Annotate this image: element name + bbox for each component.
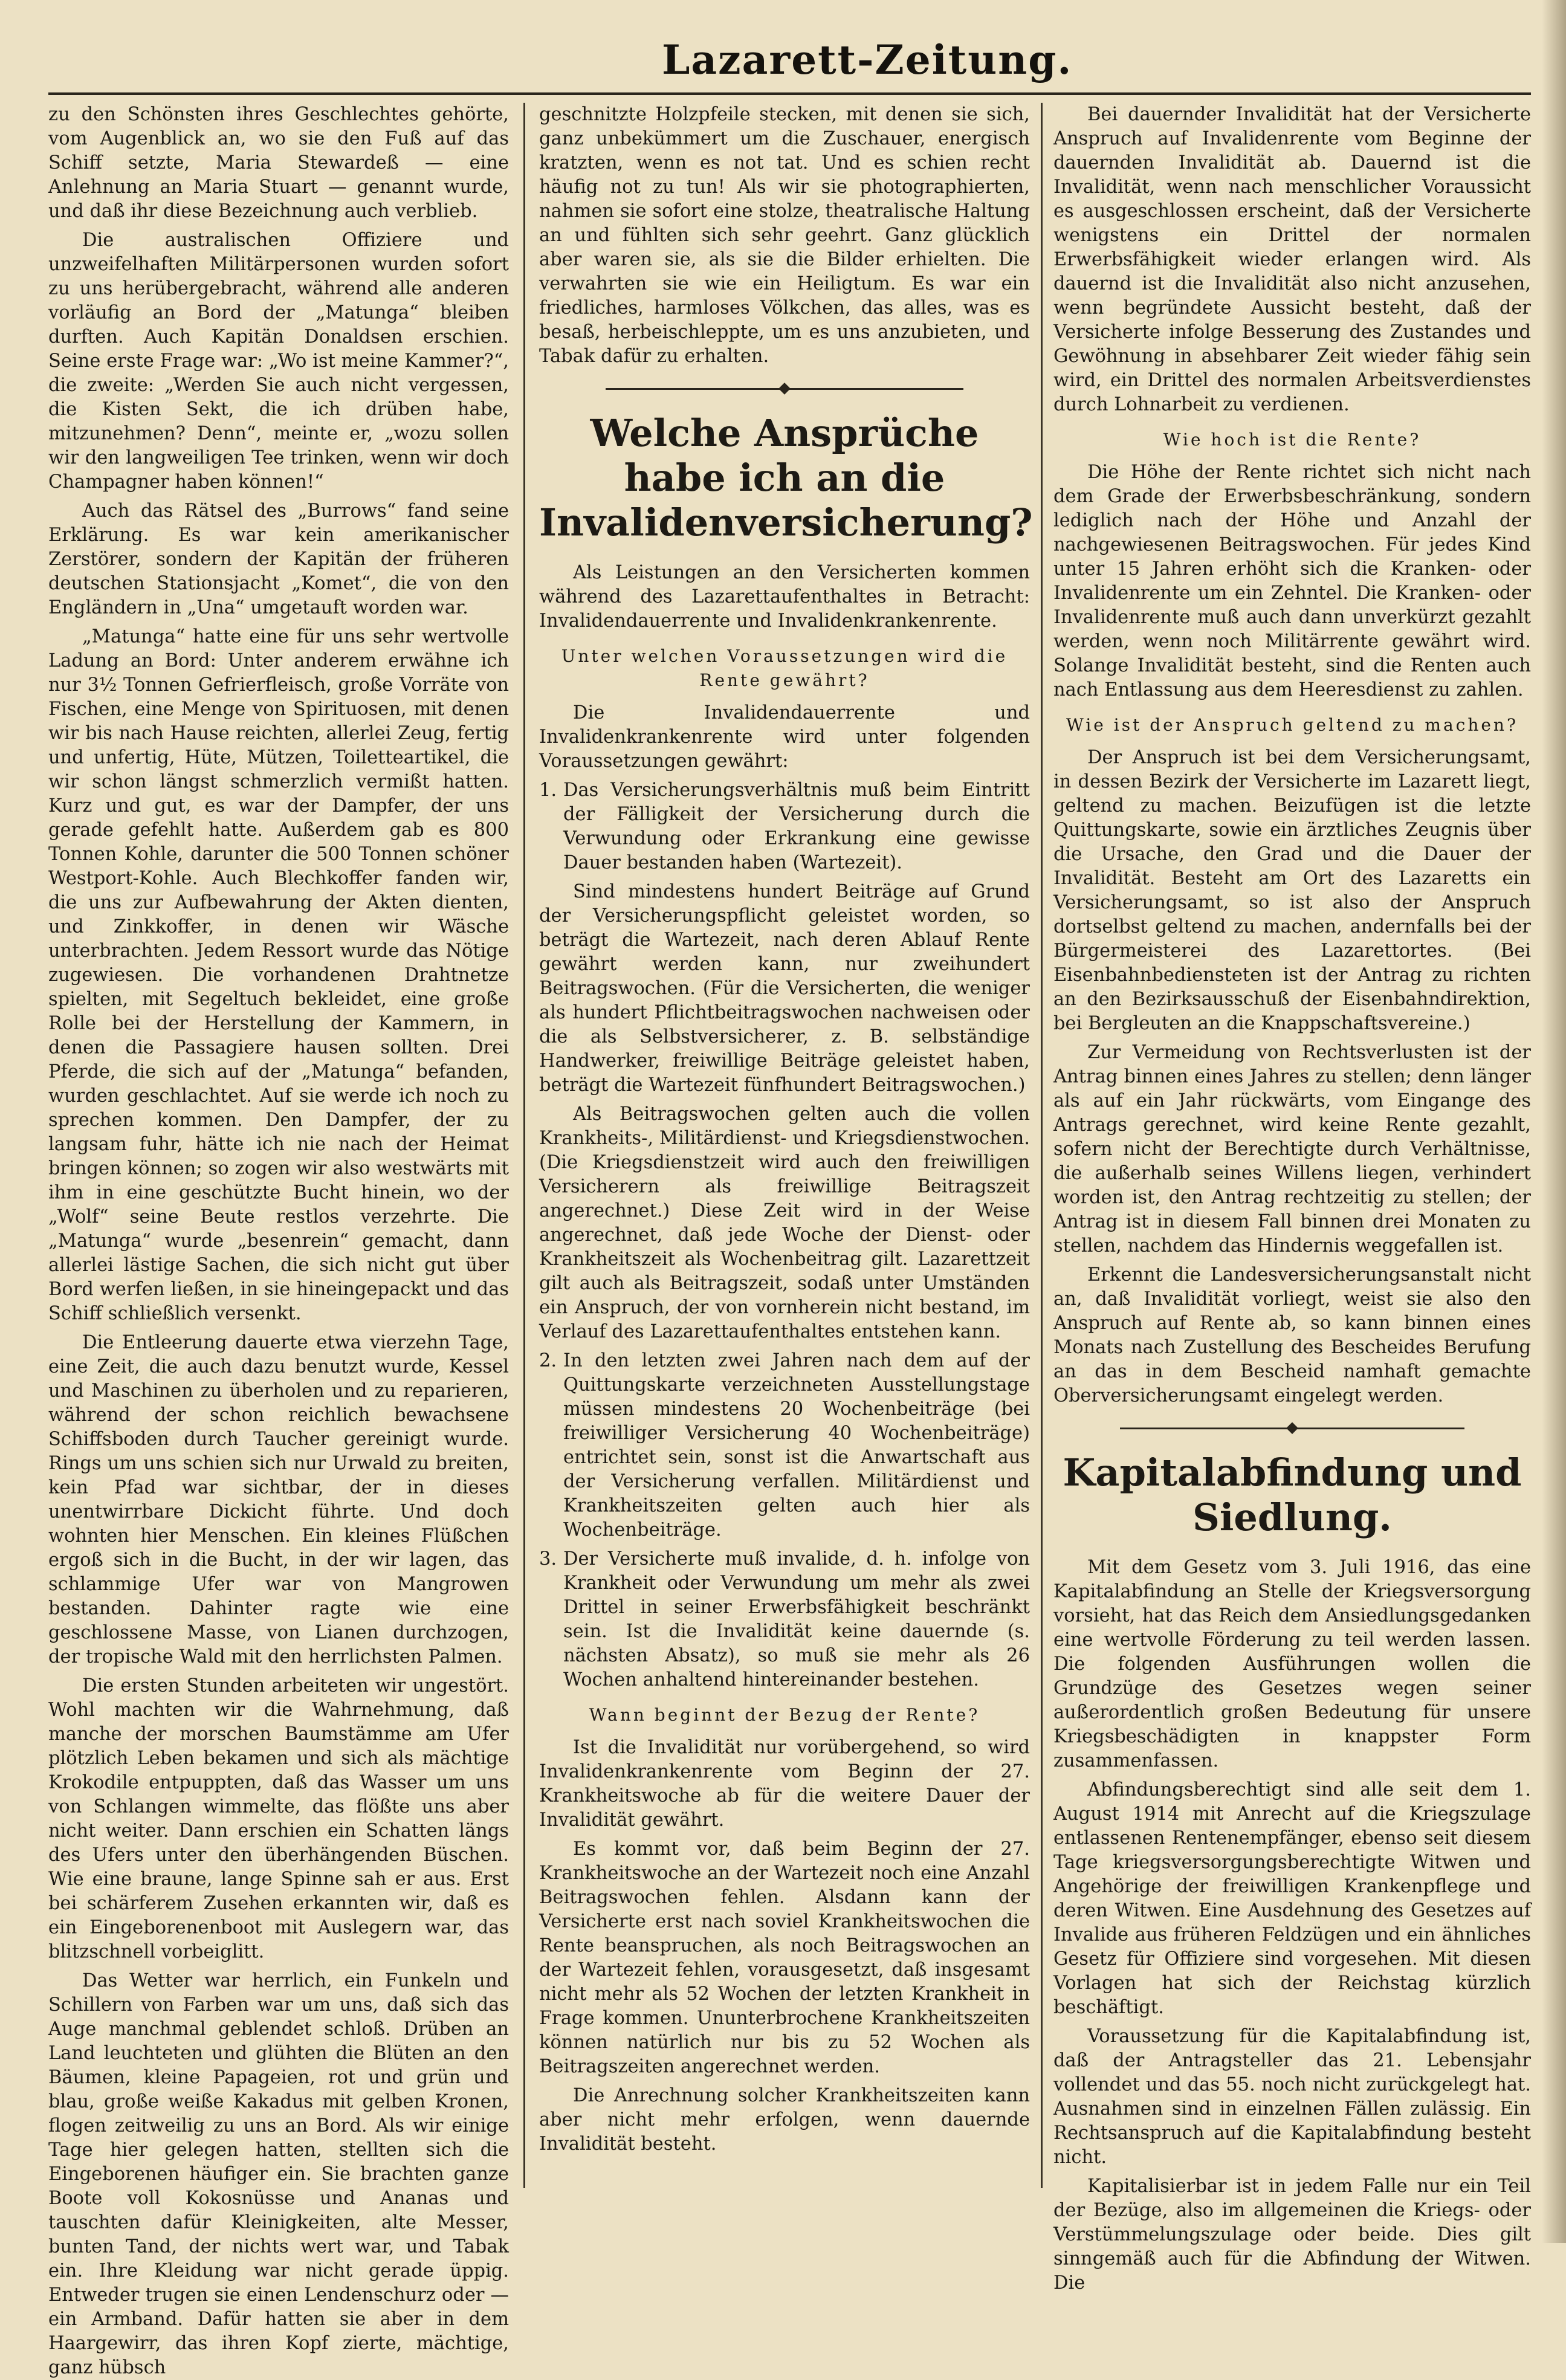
list-number: 2.	[539, 1350, 557, 1371]
page-edge-shadow	[1542, 0, 1566, 2243]
column-2	[539, 103, 1033, 2188]
masthead-title: Lazarett-Zeitung.	[662, 36, 1073, 83]
list-item-text: In den letzten zwei Jahren nach dem auf der Quittungskarte verzeichneten Ausstellungstage müssen mindestens 20 Wochenbeiträge (bei freiwilliger Versicherung 40 Wochenbeiträge) entrichtet sein, sonst ist die Anwartschaft aus der Versicherung verfallen. Militärdienst und Krankheitszeiten gelten auch hier als Wochenbeiträge.	[563, 1350, 1030, 1541]
list-number: 1.	[539, 780, 557, 801]
article-intro: Als Leistungen an den Versicherten kommen während des Lazarettaufenthaltes in Betracht: Invalidendauerrente und Invalidenkrankenrente.	[539, 562, 1030, 632]
article-paragraph: Kapitalisierbar ist in jedem Falle nur ein Teil der Bezüge, also im allgemeinen die Kriegs- oder Verstümmelungszulage oder beide. Dies gilt sinngemäß auch für die Abfindung der Witwen. Die	[1053, 2176, 1531, 2294]
ornament-divider	[1053, 1424, 1531, 1432]
article-headline-invalidenversicherung: Welche Ansprüche habe ich an die Invalidenversicherung?	[539, 411, 1033, 545]
list-item-text: Der Versicherte muß invalide, d. h. infolge von Krankheit oder Verwundung um mehr als zwei Drittel in seiner Erwerbsfähigkeit beschränkt sein. Ist die Invalidität keine dauernde (s. nächsten Absatz), so muß sie mehr als 26 Wochen anhaltend hintereinander bestehen.	[563, 1548, 1030, 1690]
list-item	[539, 1547, 1030, 1692]
col1-paragraph: zu den Schönsten ihres Geschlechtes gehörte, vom Augenblick an, wo sie den Fuß auf das Schiff setzte, Maria Stewardeß — eine Anlehnung an Maria Stuart — genannt wurde, und daß ihr diese Bezeichnung auch verblieb.	[48, 104, 509, 222]
list-item-text: Das Versicherungsverhältnis muß beim Eintritt der Fälligkeit der Versicherung durch die Verwundung oder Erkrankung eine gewisse Dauer bestanden haben (Wartezeit).	[563, 780, 1030, 873]
subheading: Wie hoch ist die Rente?	[1163, 430, 1422, 450]
article-paragraph: Voraussetzung für die Kapitalabfindung ist, daß der Antragsteller das 21. Lebensjahr vollendet und das 55. noch nicht zurückgelegt hat. Ausnahmen sind in einzelnen Fällen zulässig. Ein Rechtsanspruch auf die Kapitalabfindung besteht nicht.	[1053, 2026, 1531, 2168]
article-paragraph: Die Anrechnung solcher Krankheitszeiten kann aber nicht mehr erfolgen, wenn dauernde Invalidität besteht.	[539, 2085, 1030, 2155]
article-paragraph: Die Höhe der Rente richtet sich nicht nach dem Grade der Erwerbsbeschränkung, sondern lediglich nach der Höhe und Anzahl der nachgewiesenen Beitragswochen. Für jedes Kind unter 15 Jahren erhöht sich die Kranken- oder Invalidenrente um ein Zehntel. Die Kranken- oder Invalidenrente muß auch dann unverkürzt gezahlt werden, wenn noch Militärrente gewährt wird. Solange Invalidität besteht, sind die Renten auch nach Entlassung aus dem Heeresdienst zu zahlen.	[1053, 462, 1531, 700]
subheading: Unter welchen Voraussetzungen wird die Rente gewährt?	[561, 646, 1008, 690]
article-paragraph: Mit dem Gesetz vom 3. Juli 1916, das eine Kapitalabfindung an Stelle der Kriegsversorgung vorsieht, hat das Reich dem Ansiedlungsgedanken eine wertvolle Förderung zu teil werden lassen. Die folgenden Ausführungen wollen die Grundzüge des Gesetzes wegen seiner außerordentlich großen Bedeutung für unsere Kriegsbeschädigten in knappster Form zusammenfassen.	[1053, 1557, 1531, 1771]
col2-paragraph: geschnitzte Holzpfeile stecken, mit denen sie sich, ganz unbekümmert um die Zuschauer, energisch kratzten, wenn es not tat. Und es schien recht häufig not zu tun! Als wir sie photographierten, nahmen sie sofort eine stolze, theatralische Haltung an und fühlten sich sehr geehrt. Ganz glücklich aber waren sie, als sie die Bilder erhielten. Die verwahrten sie wie ein Heiligtum. Es war ein friedliches, harmloses Völkchen, das alles, was es besaß, herbeischleppte, um es uns anzubieten, und Tabak dafür zu erhalten.	[539, 104, 1030, 367]
list-item	[539, 1349, 1030, 1542]
col1-paragraph: Die australischen Offiziere und unzweifelhaften Militärpersonen wurden sofort zu uns herübergebracht, während alle anderen vorläufig an Bord der „Matunga“ bleiben durften. Auch Kapitän Donaldsen erschien. Seine erste Frage war: „Wo ist meine Kammer?“, die zweite: „Werden Sie auch nicht vergessen, die Kisten Sekt, die ich drüben habe, mitzunehmen? Denn“, meinte er, „wozu sollen wir den langweiligen Tee trinken, wenn wir doch Champagner haben können!“	[48, 230, 509, 493]
list-item	[539, 778, 1030, 875]
article-paragraph: Bei dauernder Invalidität hat der Versicherte Anspruch auf Invalidenrente vom Beginne der dauernden Invalidität ab. Dauernd ist die Invalidität, wenn nach menschlicher Voraussicht es ausgeschlossen erscheint, daß der Versicherte wenigstens ein Drittel der normalen Erwerbsfähigkeit wieder erlangen wird. Als dauernd ist die Invalidität also nicht anzusehen, wenn begründete Aussicht besteht, daß der Versicherte infolge Besserung des Zustandes und Gewöhnung in absehbarer Zeit wieder fähig sein wird, ein Drittel des normalen Arbeitsverdienstes durch Lohnarbeit zu verdienen.	[1053, 104, 1531, 415]
article-paragraph: Erkennt die Landesversicherungsanstalt nicht an, daß Invalidität vorliegt, weist sie also den Anspruch auf Rente ab, so kann binnen eines Monats nach Zustellung des Bescheides Berufung an das in dem Bescheid namhaft gemachte Oberversicherungsamt eingelegt werden.	[1053, 1264, 1531, 1406]
article-paragraph: Der Anspruch ist bei dem Versicherungsamt, in dessen Bezirk der Versicherte im Lazarett liegt, geltend zu machen. Beizufügen ist die letzte Quittungskarte, sowie ein ärztliches Zeugnis über die Ursache, den Grad und die Dauer der Invalidität. Besteht am Ort des Lazaretts ein Versicherungsamt, so ist also der Anspruch dortselbst geltend zu machen, andernfalls bei der Bürgermeisterei des Lazarettortes. (Bei Eisenbahnbediensteten ist der Antrag zu richten an den Bezirksausschuß der Eisenbahndirektion, bei Bergleuten an die Knappschaftsvereine.)	[1053, 747, 1531, 1034]
column-divider	[1041, 103, 1043, 2188]
masthead	[0, 24, 1566, 97]
col1-paragraph: Die Entleerung dauerte etwa vierzehn Tage, eine Zeit, die auch dazu benutzt wurde, Kessel und Maschinen zu überholen und zu reparieren, während der schon reichlich bewachsene Schiffsboden durch Taucher gereinigt wurde. Rings um uns schien sich nur Urwald zu breiten, kein Pfad war sichtbar, der in dieses unentwirrbare Dickicht führte. Und doch wohnten hier Menschen. Ein kleines Flüßchen ergoß sich in die Bucht, in der wir lagen, das schlammige Ufer war von Mangrowen bestanden. Dahinter ragte wie eine geschlossene Masse, von Lianen durchzogen, der tropische Wald mit den herrlichsten Palmen.	[48, 1332, 509, 1667]
article-paragraph: Es kommt vor, daß beim Beginn der 27. Krankheitswoche an der Wartezeit noch eine Anzahl Beitragswochen fehlen. Alsdann kann der Versicherte erst nach soviel Krankheitswochen die Rente beanspruchen, als noch Beitragswochen an der Wartezeit fehlen, vorausgesetzt, daß insgesamt nicht mehr als 52 Wochen der letzten Krankheit in Frage kommen. Ununterbrochene Krankheitszeiten können natürlich nur bis zu 52 Wochen als Beitragszeiten angerechnet werden.	[539, 1838, 1030, 2077]
column-divider	[523, 103, 525, 2188]
article-paragraph: Als Beitragswochen gelten auch die vollen Krankheits-, Militärdienst- und Kriegsdienstwochen. (Die Kriegsdienstzeit wird auch den freiwilligen Versicherern als freiwillige Beitragszeit angerechnet.) Diese Zeit wird in der Weise angerechnet, daß jede Woche der Dienst- oder Krankheitszeit als Wochenbeitrag gilt. Lazarettzeit gilt auch als Beitragszeit, sodaß unter Umständen ein Anspruch, der von vornherein nicht bestand, im Verlauf des Lazarettaufenthaltes entstehen kann.	[539, 1104, 1030, 1342]
article-headline-kapitalabfindung: Kapitalabfindung und Siedlung.	[1063, 1450, 1522, 1539]
column-1	[48, 103, 509, 2378]
list-number: 3.	[539, 1548, 557, 1570]
column-3	[1053, 103, 1531, 2294]
col1-paragraph: Das Wetter war herrlich, ein Funkeln und Schillern von Farben war um uns, daß sich das Auge manchmal geblendet schloß. Drüben an Land leuchteten und glühten die Blüten an den Bäumen, kleine Papageien, rot und grün und blau, große weiße Kakadus mit gelben Kronen, flogen zeitweilig zu uns an Bord. Als wir einige Tage hier gelegen hatten, stellten sich die Eingeborenen häufiger ein. Sie brachten ganze Boote voll Kokosnüsse und Ananas und tauschten dafür Kleinigkeiten, alte Messer, bunten Tand, der nichts wert war, und Tabak ein. Ihre Kleidung war nicht gerade üppig. Entweder trugen sie einen Lendenschurz oder — ein Armband. Dafür hatten sie aber in dem Haargewirr, das ihren Kopf zierte, mächtige, ganz hübsch	[48, 1970, 509, 2378]
article-paragraph: Die Invalidendauerrente und Invalidenkrankenrente wird unter folgenden Voraussetzungen gewährt:	[539, 702, 1030, 772]
ornament-divider	[539, 384, 1030, 393]
masthead-rule	[48, 92, 1531, 95]
col1-paragraph: Die ersten Stunden arbeiteten wir ungestört. Wohl machten wir die Wahrnehmung, daß manche der morschen Baumstämme am Ufer plötzlich Leben bekamen und sich als mächtige Krokodile entpuppten, daß das Wasser um uns von Schlangen wimmelte, das flößte uns aber nicht weiter. Dann erschien ein Schatten längs des Ufers unter den überhängenden Büschen. Wie eine braune, lange Spinne sah er aus. Erst bei schärferem Zusehen erkannten wir, daß es ein Eingeborenenboot mit Auslegern war, das blitzschnell vorbeiglitt.	[48, 1675, 509, 1962]
article-paragraph: Sind mindestens hundert Beiträge auf Grund der Versicherungspflicht geleistet worden, so beträgt die Wartezeit, nach deren Ablauf Rente gewährt werden kann, nur zweihundert Beitragswochen. (Für die Versicherten, die weniger als hundert Pflichtbeitragswochen nachweisen oder die als Selbstversicherer, z. B. selbständige Handwerker, freiwillige Beiträge geleistet haben, beträgt die Wartezeit fünfhundert Beitragswochen.)	[539, 881, 1030, 1096]
subheading: Wann beginnt der Bezug der Rente?	[589, 1705, 980, 1725]
col1-paragraph: „Matunga“ hatte eine für uns sehr wertvolle Ladung an Bord: Unter anderem erwähne ich nur 3½ Tonnen Gefrierfleisch, große Vorräte von Fischen, eine Menge von Spirituosen, mit denen wir bis nach Hause reichten, allerlei Zeug, fertig und unfertig, Hüte, Mützen, Toiletteartikel, die wir schon längst schmerzlich vermißt hatten. Kurz und gut, es war der Dampfer, der uns gerade gefehlt hatte. Außerdem gab es 800 Tonnen Kohle, darunter die 500 Tonnen schöner Westport-Kohle. Auch Blechkoffer fanden wir, die uns zur Aufbewahrung der Akten dienten, und Zinkkoffer, in denen wir Wäsche unterbrachten. Jedem Ressort wurde das Nötige zugewiesen. Die vorhandenen Drahtnetze spielten, mit Segeltuch bekleidet, eine große Rolle bei der Herstellung der Kammern, in denen die Passagiere hausen sollten. Drei Pferde, die sich auf der „Matunga“ befanden, wurden geschlachtet. Auf sie werde ich noch zu sprechen kommen. Den Dampfer, der zu langsam fuhr, hätte ich nie nach der Heimat bringen können; so zogen wir also westwärts mit ihm in eine geschützte Bucht hinein, wo der „Wolf“ seine Beute restlos verzehrte. Die „Matunga“ wurde „besenrein“ gemacht, dann allerlei lästige Sachen, die sich nicht gut über Bord werfen ließen, in sie hineingepackt und das Schiff schließlich versenkt.	[48, 626, 509, 1324]
article-paragraph: Abfindungsberechtigt sind alle seit dem 1. August 1914 mit Anrecht auf die Kriegszulage entlassenen Rentenempfänger, ebenso seit diesem Tage kriegsversorgungsberechtigte Witwen und Angehörige der freiwilligen Krankenpflege und deren Witwen. Eine Ausdehnung des Gesetzes auf Invalide aus früheren Feldzügen und ein ähnliches Gesetz für Offiziere sind vorgesehen. Mit diesen Vorlagen hat sich der Reichstag kürzlich beschäftigt.	[1053, 1779, 1531, 2018]
subheading: Wie ist der Anspruch geltend zu machen?	[1066, 715, 1518, 735]
col1-paragraph: Auch das Rätsel des „Burrows“ fand seine Erklärung. Es war kein amerikanischer Zerstörer, sondern der Kapitän der früheren deutschen Stationsjacht „Komet“, die von den Engländern in „Una“ umgetauft worden war.	[48, 500, 509, 618]
article-paragraph: Ist die Invalidität nur vorübergehend, so wird Invalidenkrankenrente vom Beginn der 27. Krankheitswoche ab für die weitere Dauer der Invalidität gewährt.	[539, 1737, 1030, 1831]
article-paragraph: Zur Vermeidung von Rechtsverlusten ist der Antrag binnen eines Jahres zu stellen; denn länger als auf ein Jahr rückwärts, vom Eingange des Antrags gerechnet, wird keine Rente gezahlt, sofern nicht der Berechtigte durch Verhältnisse, die außerhalb seines Willens liegen, verhindert worden ist, den Antrag rechtzeitig zu stellen; der Antrag ist in diesem Fall binnen drei Monaten zu stellen, nachdem das Hindernis weggefallen ist.	[1053, 1042, 1531, 1256]
